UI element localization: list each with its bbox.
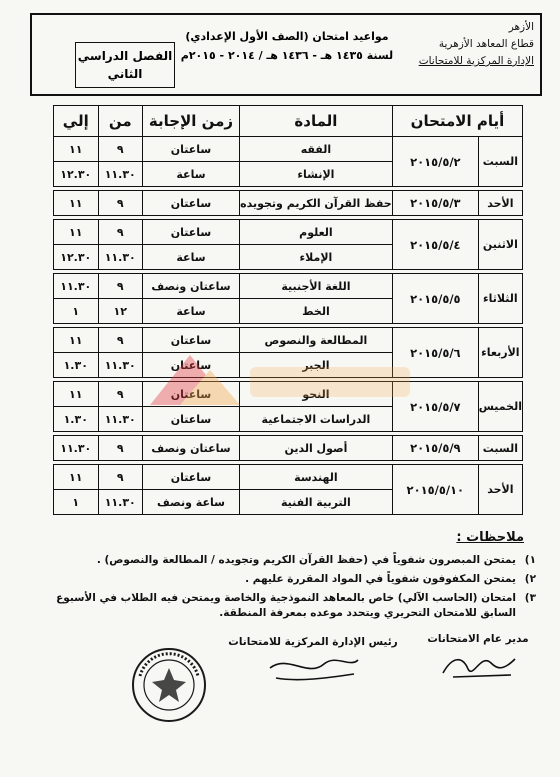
end-time: ١.٣٠ [54,353,99,378]
issuer-line-3: الإدارة المركزية للامتحانات [418,55,534,67]
end-time: ١١ [54,328,99,353]
end-time: ١ [54,299,99,324]
end-time: ١١ [54,382,99,407]
duration: ساعتان ونصف [142,274,239,299]
exam-date: ٢٠١٥/٥/٤ [392,220,478,270]
official-seal [130,646,208,724]
issuer-line-1: الأزهر [508,21,534,33]
subject: اللغة الأجنبية [239,274,392,299]
duration: ساعتان [142,191,239,216]
subject: الفقه [239,137,392,162]
end-time: ١٢.٣٠ [54,162,99,187]
handwritten-signature [433,645,523,685]
end-time: ١١ [54,465,99,490]
start-time: ٩ [98,137,142,162]
start-time: ٩ [98,436,142,461]
end-time: ١ [54,490,99,515]
end-time: ١١ [54,220,99,245]
end-time: ١١ [54,137,99,162]
subject: المطالعة والنصوص [239,328,392,353]
subject: الإنشاء [239,162,392,187]
note-number: ١) [524,554,536,566]
table-row [54,137,523,162]
subject: العلوم [239,220,392,245]
issuer-block [404,19,534,70]
term-line-1: الفصل الدراسي [77,49,173,63]
signature-director [418,633,538,688]
start-time: ٩ [98,328,142,353]
start-time: ٩ [98,465,142,490]
note-text: يمتحن المبصرون شفوياً في (حفظ القرآن الكريم وتجويده / المطالعة والنصوص) . [96,554,516,566]
end-time: ١١ [54,191,99,216]
subject: التربية الفنية [239,490,392,515]
exam-date: ٢٠١٥/٥/٩ [392,436,478,461]
exam-day: الخميس [478,382,522,432]
start-time: ٩ [98,382,142,407]
exam-day: السبت [478,137,522,187]
duration: ساعتان [142,407,239,432]
duration: ساعتان [142,465,239,490]
subject: الخط [239,299,392,324]
table-row [54,436,523,461]
exam-date: ٢٠١٥/٥/٥ [392,274,478,324]
term-box [75,42,175,88]
note-number: ٣) [524,592,536,604]
table-row [54,274,523,299]
subject: الدراسات الاجتماعية [239,407,392,432]
table-row [54,465,523,490]
start-time: ١١.٣٠ [98,353,142,378]
duration: ساعتان [142,137,239,162]
start-time: ١١.٣٠ [98,490,142,515]
exam-date: ٢٠١٥/٥/٧ [392,382,478,432]
subject: حفظ القرآن الكريم وتجويده [239,191,392,216]
header-subject: المادة [239,106,392,137]
note-item [26,553,536,568]
term-line-2: الثاني [107,67,143,81]
note-item [26,591,536,621]
duration: ساعتان [142,382,239,407]
exam-date: ٢٠١٥/٥/١٠ [392,465,478,515]
title-line-1: مواعيد امتحان (الصف الأول الإعدادي) [185,30,389,43]
handwritten-signature [258,648,368,688]
start-time: ٩ [98,220,142,245]
table-row [54,328,523,353]
table-row [54,382,523,407]
notes-section [26,530,536,625]
subject: أصول الدين [239,436,392,461]
issuer-line-2: قطاع المعاهد الأزهرية [438,38,534,50]
exam-day: الأحد [478,191,522,216]
duration: ساعتان [142,220,239,245]
table-row [54,191,523,216]
start-time: ٩ [98,274,142,299]
end-time: ١١.٣٠ [54,274,99,299]
schedule-title [172,27,402,65]
notes-title: ملاحظات : [456,530,524,545]
exam-day: الثلاثاء [478,274,522,324]
note-text: يمتحن المكفوفون شفوياً في المواد المقررة عليهم . [245,573,516,585]
header-frame [30,13,542,96]
start-time: ١١.٣٠ [98,407,142,432]
duration: ساعتان [142,353,239,378]
exam-day: الاثنين [478,220,522,270]
end-time: ١٢.٣٠ [54,245,99,270]
exam-day: السبت [478,436,522,461]
duration: ساعتان ونصف [142,436,239,461]
subject: الجبر [239,353,392,378]
exam-day: الأحد [478,465,522,515]
duration: ساعة [142,245,239,270]
exam-schedule-table [53,105,523,515]
table-header-row [54,106,523,137]
header-duration: زمن الإجابة [142,106,239,137]
start-time: ١١.٣٠ [98,245,142,270]
duration: ساعتان [142,328,239,353]
title-line-2: لسنة ١٤٣٥ هـ - ١٤٣٦ هـ / ٢٠١٤ - ٢٠١٥م [180,49,394,62]
exam-date: ٢٠١٥/٥/٣ [392,191,478,216]
subject: الهندسة [239,465,392,490]
start-time: ١١.٣٠ [98,162,142,187]
end-time: ١١.٣٠ [54,436,99,461]
exam-date: ٢٠١٥/٥/٦ [392,328,478,378]
signature-director-title: مدير عام الامتحانات [427,633,529,645]
exam-date: ٢٠١٥/٥/٢ [392,137,478,187]
note-text: امتحان (الحاسب الآلي) خاص بالمعاهد النموذجية والخاصة ويمتحن فيه الطلاب في الأسبوع السابق للامتحان التحريري ويتحدد موعده بمعرفة المنطقة. [56,592,516,619]
start-time: ١٢ [98,299,142,324]
note-item [26,572,536,587]
header-days: أيام الامتحان [392,106,522,137]
note-number: ٢) [524,573,536,585]
header-to: إلي [54,106,99,137]
table-row [54,220,523,245]
signature-head [228,636,398,691]
subject: الإملاء [239,245,392,270]
duration: ساعة ونصف [142,490,239,515]
duration: ساعة [142,162,239,187]
subject: النحو [239,382,392,407]
end-time: ١.٣٠ [54,407,99,432]
header-from: من [98,106,142,137]
signature-head-title: رئيس الإدارة المركزية للامتحانات [228,636,398,648]
start-time: ٩ [98,191,142,216]
exam-day: الأربعاء [478,328,522,378]
duration: ساعة [142,299,239,324]
